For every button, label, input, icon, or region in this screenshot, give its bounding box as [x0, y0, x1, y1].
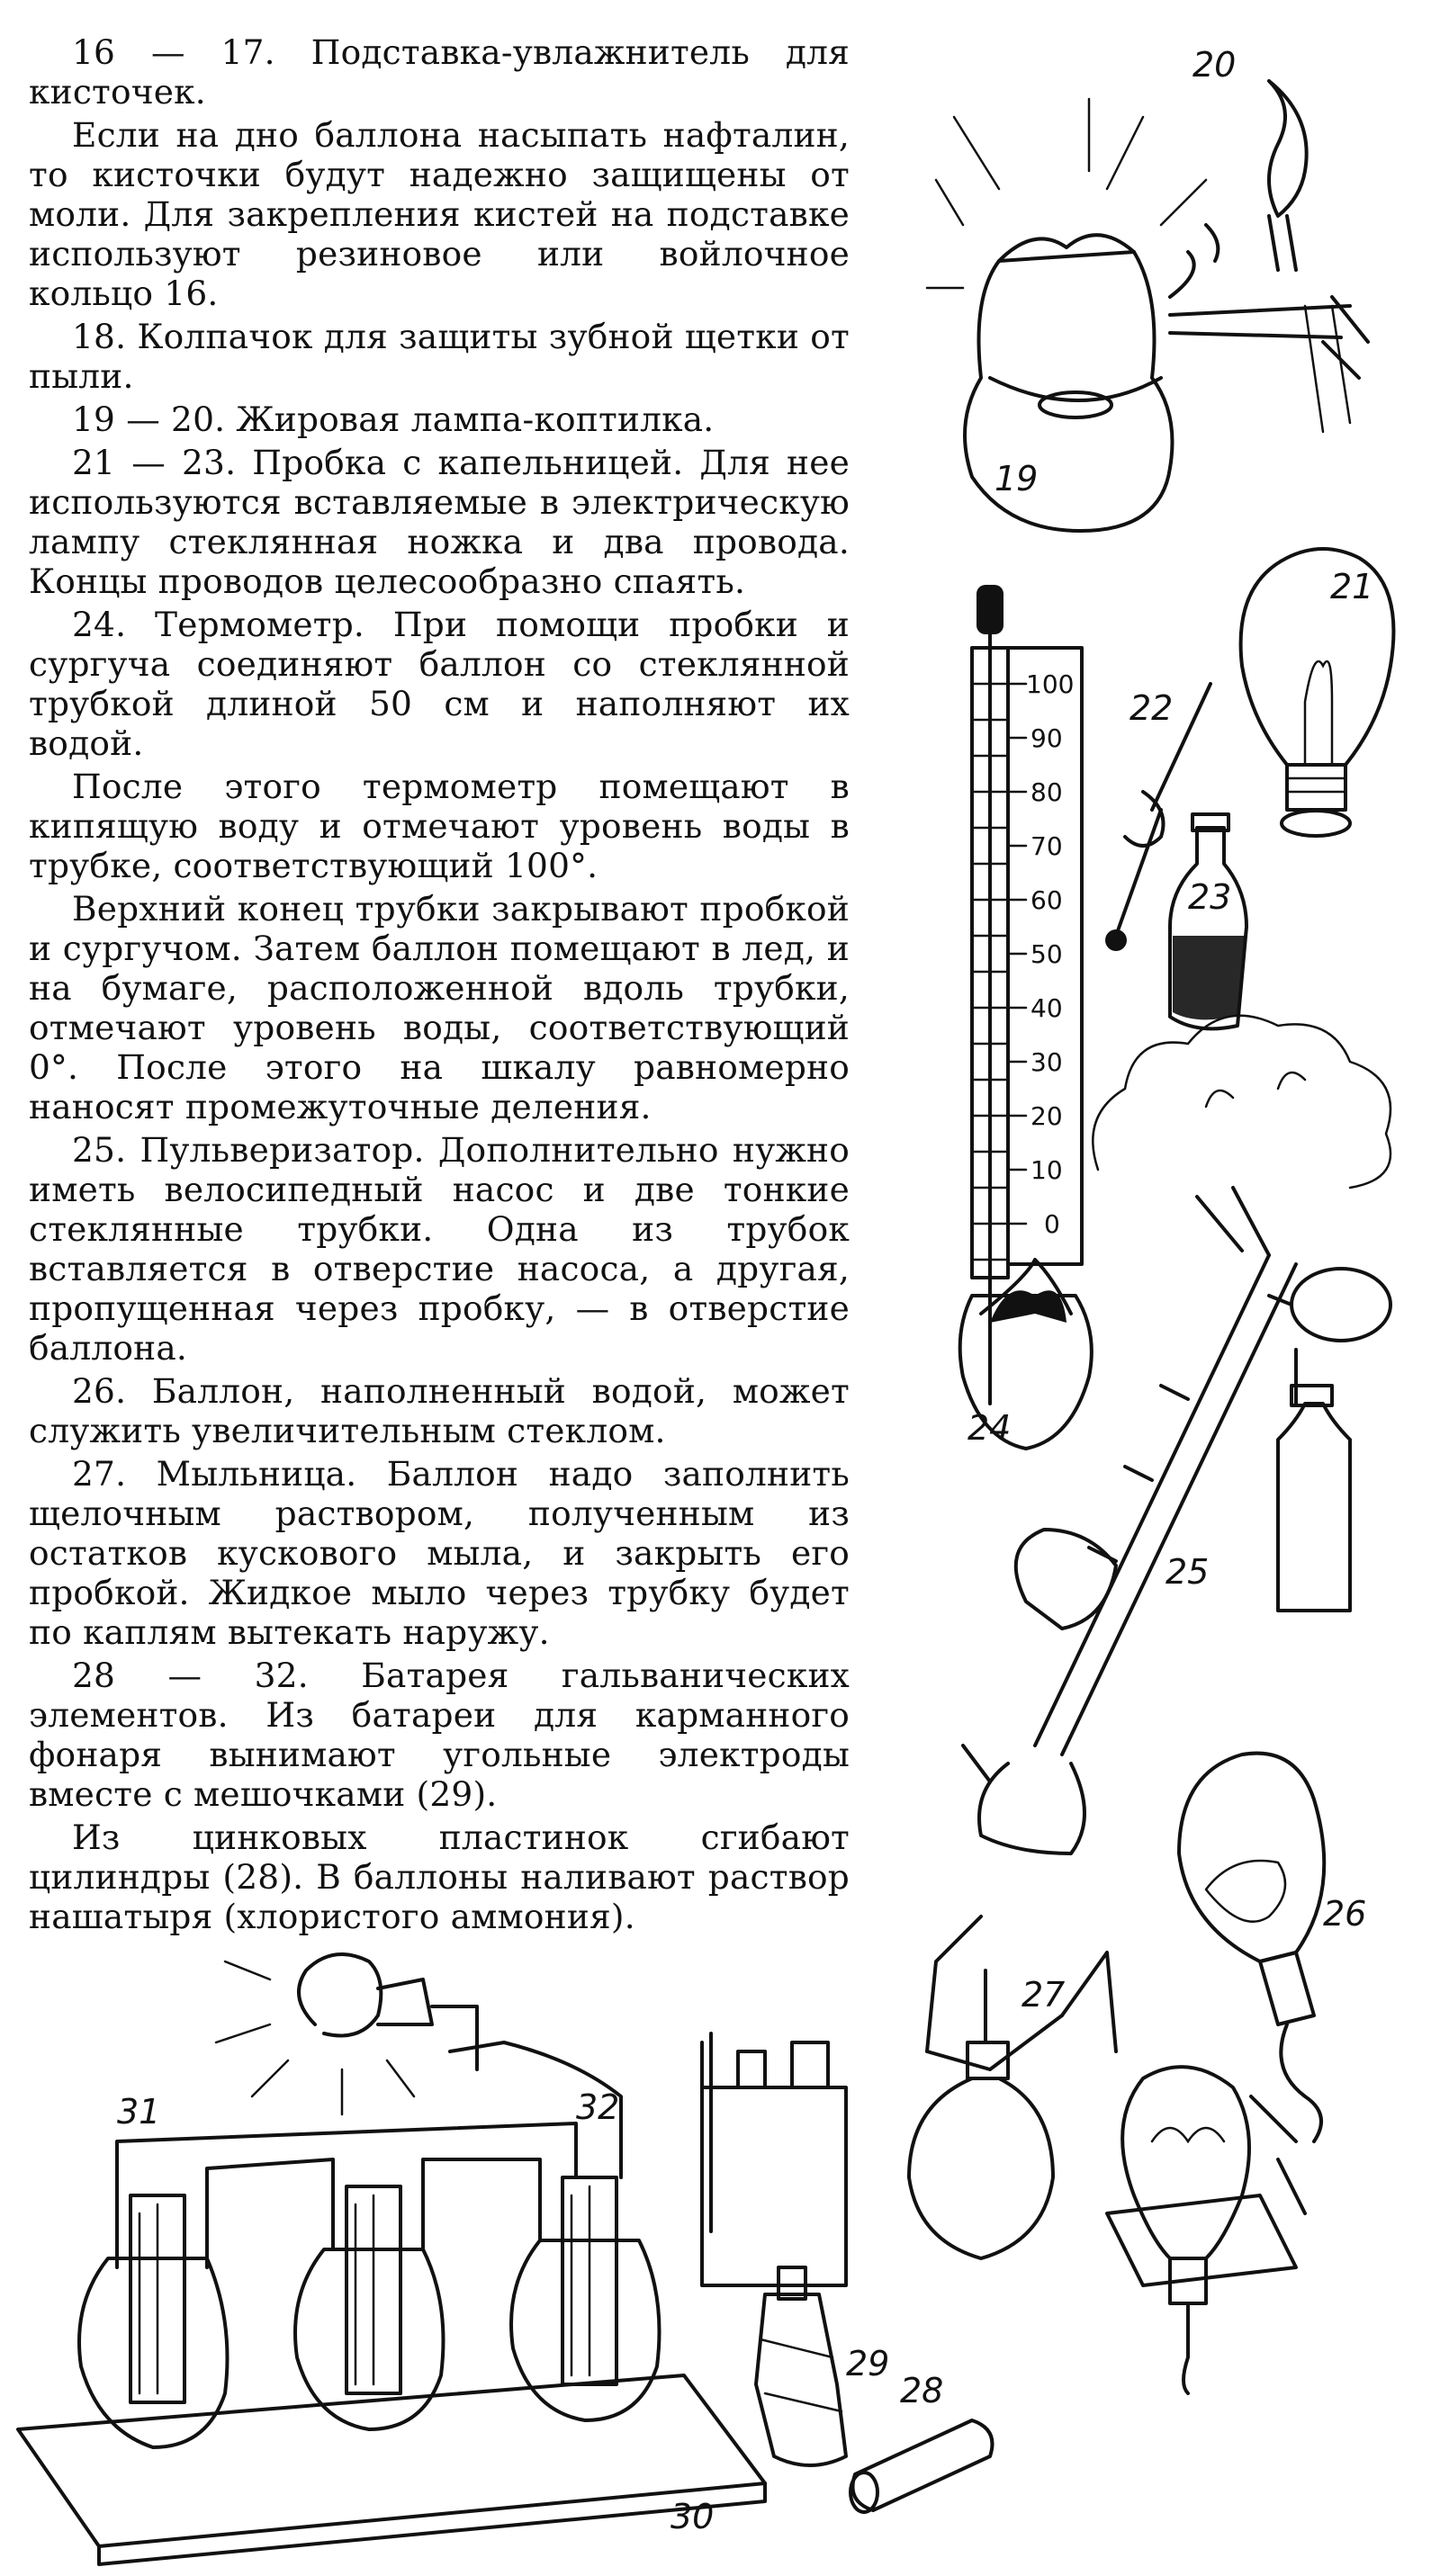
- paragraph: 16 — 17. Подставка-увлажнитель для кисточек.: [29, 32, 850, 112]
- paragraph: 21 — 23. Пробка с капельницей. Для нее используются вставляемые в электрическую лампу стеклянная ножка и два провода. Концы проводов целесообразно спаять.: [29, 443, 850, 601]
- paragraph: 27. Мыльница. Баллон надо заполнить щелочным раствором, полученным из остатков кускового мыла, и закрыть его пробкой. Жидкое мыло через трубку будет по каплям вытекать наружу.: [29, 1454, 850, 1652]
- figure-label-29: 29: [846, 2344, 890, 2383]
- thermometer-tick: 20: [1030, 1101, 1063, 1131]
- flashlight-battery-figure: [702, 2033, 846, 2285]
- paragraph: 19 — 20. Жировая лампа-коптилка.: [72, 399, 715, 439]
- thermometer-tick: 40: [1030, 993, 1063, 1023]
- figure-label-21: 21: [1330, 567, 1374, 606]
- zinc-cylinder-figure: [850, 2371, 993, 2512]
- thermometer-tick: 70: [1030, 831, 1063, 861]
- figure-label-28: 28: [900, 2371, 944, 2410]
- mist-cloud: [1093, 1016, 1390, 1188]
- figure-label-23: 23: [1188, 877, 1232, 917]
- figure-label-27: 27: [1022, 1975, 1066, 2015]
- figure-label-32: 32: [576, 2087, 620, 2127]
- figure-label-22: 22: [1130, 688, 1174, 728]
- figure-label-26: 26: [1323, 1894, 1367, 1934]
- thermometer-tick: 100: [1026, 669, 1075, 699]
- paragraph: Из цинковых пластинок сгибают цилиндры (28). В баллоны наливают раствор нашатыря (хлористого аммония).: [29, 1818, 850, 1936]
- carbon-electrode-figure: [756, 2267, 889, 2465]
- figure-label-19: 19: [994, 459, 1039, 498]
- paragraph: 28 — 32. Батарея гальванических элементов. Из батареи для карманного фонаря вынимают угольные электроды вместе с мешочками (29).: [29, 1656, 850, 1814]
- paragraph: 25. Пульверизатор. Дополнительно нужно иметь велосипедный насос и две тонкие стеклянные трубки. Одна из трубок вставляется в отверстие насоса, а другая, пропущенная через пробку, — в отверстие баллона.: [29, 1130, 850, 1368]
- battery-figure: [18, 1954, 765, 2564]
- figure-label-24: 24: [968, 1408, 1012, 1448]
- bulb-figure: [1241, 549, 1394, 836]
- figure-label-25: 25: [1166, 1552, 1210, 1592]
- paragraph: Если на дно баллона насыпать нафталин, то кисточки будут надежно защищены от моли. Для закрепления кистей на подставке используют резиновое или войлочное кольцо 16.: [29, 115, 850, 313]
- thermometer-tick: 60: [1030, 885, 1063, 915]
- thermometer-tick: 90: [1030, 723, 1063, 753]
- paragraph: После этого термометр помещают в кипящую воду и отмечают уровень воды в трубке, соответствующий 100°.: [29, 767, 850, 885]
- lamp-figure: [927, 45, 1368, 531]
- figure-label-30: 30: [670, 2497, 715, 2536]
- paragraph: 24. Термометр. При помощи пробки и сургуча соединяют баллон со стеклянной трубкой длиной 50 см и наполняют их водой.: [29, 605, 850, 763]
- paragraph: Верхний конец трубки закрывают пробкой и сургучом. Затем баллон помещают в лед, и на бумаге, расположенной вдоль трубки, отмечают уровень воды, соответствующий 0°. После этого на шкалу равномерно наносят промежуточные деления.: [29, 889, 850, 1126]
- figure-label-20: 20: [1192, 45, 1237, 85]
- paragraph: 26. Баллон, наполненный водой, может служить увеличительным стеклом.: [29, 1371, 850, 1450]
- thermometer-figure: [960, 585, 1092, 1449]
- thermometer-tick: 50: [1030, 939, 1063, 969]
- thermometer-tick: 30: [1030, 1047, 1063, 1077]
- sprayer-figure: [963, 1188, 1390, 1853]
- figure-label-31: 31: [117, 2092, 161, 2132]
- bottle-figure: [1170, 814, 1246, 1028]
- magnifier-bulb-figure: [1179, 1754, 1366, 2141]
- thermometer-tick: 0: [1044, 1209, 1060, 1239]
- soap-dish-figure: [909, 1916, 1305, 2393]
- thermometer-tick: 80: [1030, 777, 1063, 807]
- paragraph: 18. Колпачок для защиты зубной щетки от пыли.: [29, 317, 850, 396]
- thermometer-tick: 10: [1030, 1155, 1063, 1185]
